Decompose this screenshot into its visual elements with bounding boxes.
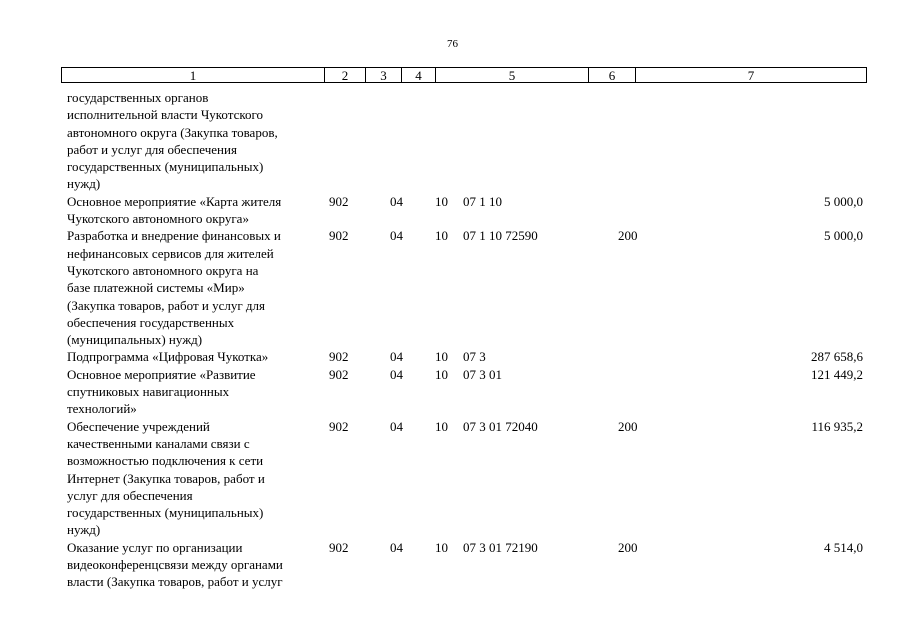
- page-number: 76: [447, 38, 458, 50]
- table-header: [61, 67, 867, 83]
- row-subsection: 10: [435, 193, 448, 209]
- row-description: Основное мероприятие «Карта жителя Чукотского автономного округа»: [67, 193, 282, 227]
- row-target-article: 07 1 10: [463, 193, 502, 209]
- row-section: 04: [390, 193, 403, 209]
- header-col-6: 6: [589, 68, 636, 82]
- row-section: 04: [390, 228, 403, 244]
- row-amount: 116 935,2: [811, 418, 863, 434]
- table-row: [61, 539, 867, 591]
- header-col-1: 1: [62, 68, 325, 82]
- row-subsection: 10: [435, 418, 448, 434]
- row-subsection: 10: [435, 349, 448, 365]
- row-admin-code: 902: [329, 349, 349, 365]
- table-row: [61, 418, 867, 539]
- row-amount: 287 658,6: [811, 349, 863, 365]
- row-admin-code: 902: [329, 418, 349, 434]
- row-description: государственных органов исполнительной власти Чукотского автономного округа (Закупка товаров, работ и услуг для обеспечения государственных (муниципальных) нужд): [67, 90, 278, 192]
- table-row: [61, 89, 867, 193]
- row-target-article: 07 3 01 72040: [463, 418, 538, 434]
- row-target-article: 07 1 10 72590: [463, 228, 538, 244]
- table-row: [61, 366, 867, 418]
- table-row: [61, 227, 867, 348]
- table-row: [61, 348, 867, 365]
- row-amount: 4 514,0: [824, 539, 863, 555]
- row-description: Оказание услуг по организации видеоконференцсвязи между органами власти (Закупка товаров, работ и услуг: [67, 539, 283, 590]
- row-description: Разработка и внедрение финансовых и нефинансовых сервисов для жителей Чукотского автономного округа на базе платежной системы «Мир» (Закупка товаров, работ и услуг для обеспечения государственных (муниципальных) нужд): [67, 228, 281, 348]
- row-description: Подпрограмма «Цифровая Чукотка»: [67, 349, 269, 365]
- row-expense-type: 200: [618, 228, 638, 244]
- row-amount: 121 449,2: [811, 366, 863, 382]
- row-amount: 5 000,0: [824, 193, 863, 209]
- row-admin-code: 902: [329, 193, 349, 209]
- row-section: 04: [390, 539, 403, 555]
- header-col-2: 2: [325, 68, 366, 82]
- header-col-5: 5: [436, 68, 589, 82]
- row-expense-type: 200: [618, 539, 638, 555]
- row-target-article: 07 3: [463, 349, 486, 365]
- row-target-article: 07 3 01 72190: [463, 539, 538, 555]
- row-subsection: 10: [435, 228, 448, 244]
- header-col-7: 7: [747, 67, 755, 83]
- row-description: Основное мероприятие «Развитие спутниковых навигационных технологий»: [67, 366, 256, 417]
- row-amount: 5 000,0: [824, 228, 863, 244]
- row-target-article: 07 3 01: [463, 366, 502, 382]
- row-admin-code: 902: [329, 366, 349, 382]
- row-expense-type: 200: [618, 418, 638, 434]
- table-row: [61, 193, 867, 228]
- row-section: 04: [390, 349, 403, 365]
- row-section: 04: [390, 418, 403, 434]
- header-col-4: 4: [402, 68, 436, 82]
- row-subsection: 10: [435, 539, 448, 555]
- row-description: Обеспечение учреждений качественными каналами связи с возможностью подключения к сети Интернет (Закупка товаров, работ и услуг для обеспечения государственных (муниципальных) нужд): [67, 418, 265, 538]
- row-admin-code: 902: [329, 539, 349, 555]
- row-admin-code: 902: [329, 228, 349, 244]
- row-section: 04: [390, 366, 403, 382]
- table-body: [61, 89, 867, 591]
- header-col-3: 3: [366, 68, 402, 82]
- row-subsection: 10: [435, 366, 448, 382]
